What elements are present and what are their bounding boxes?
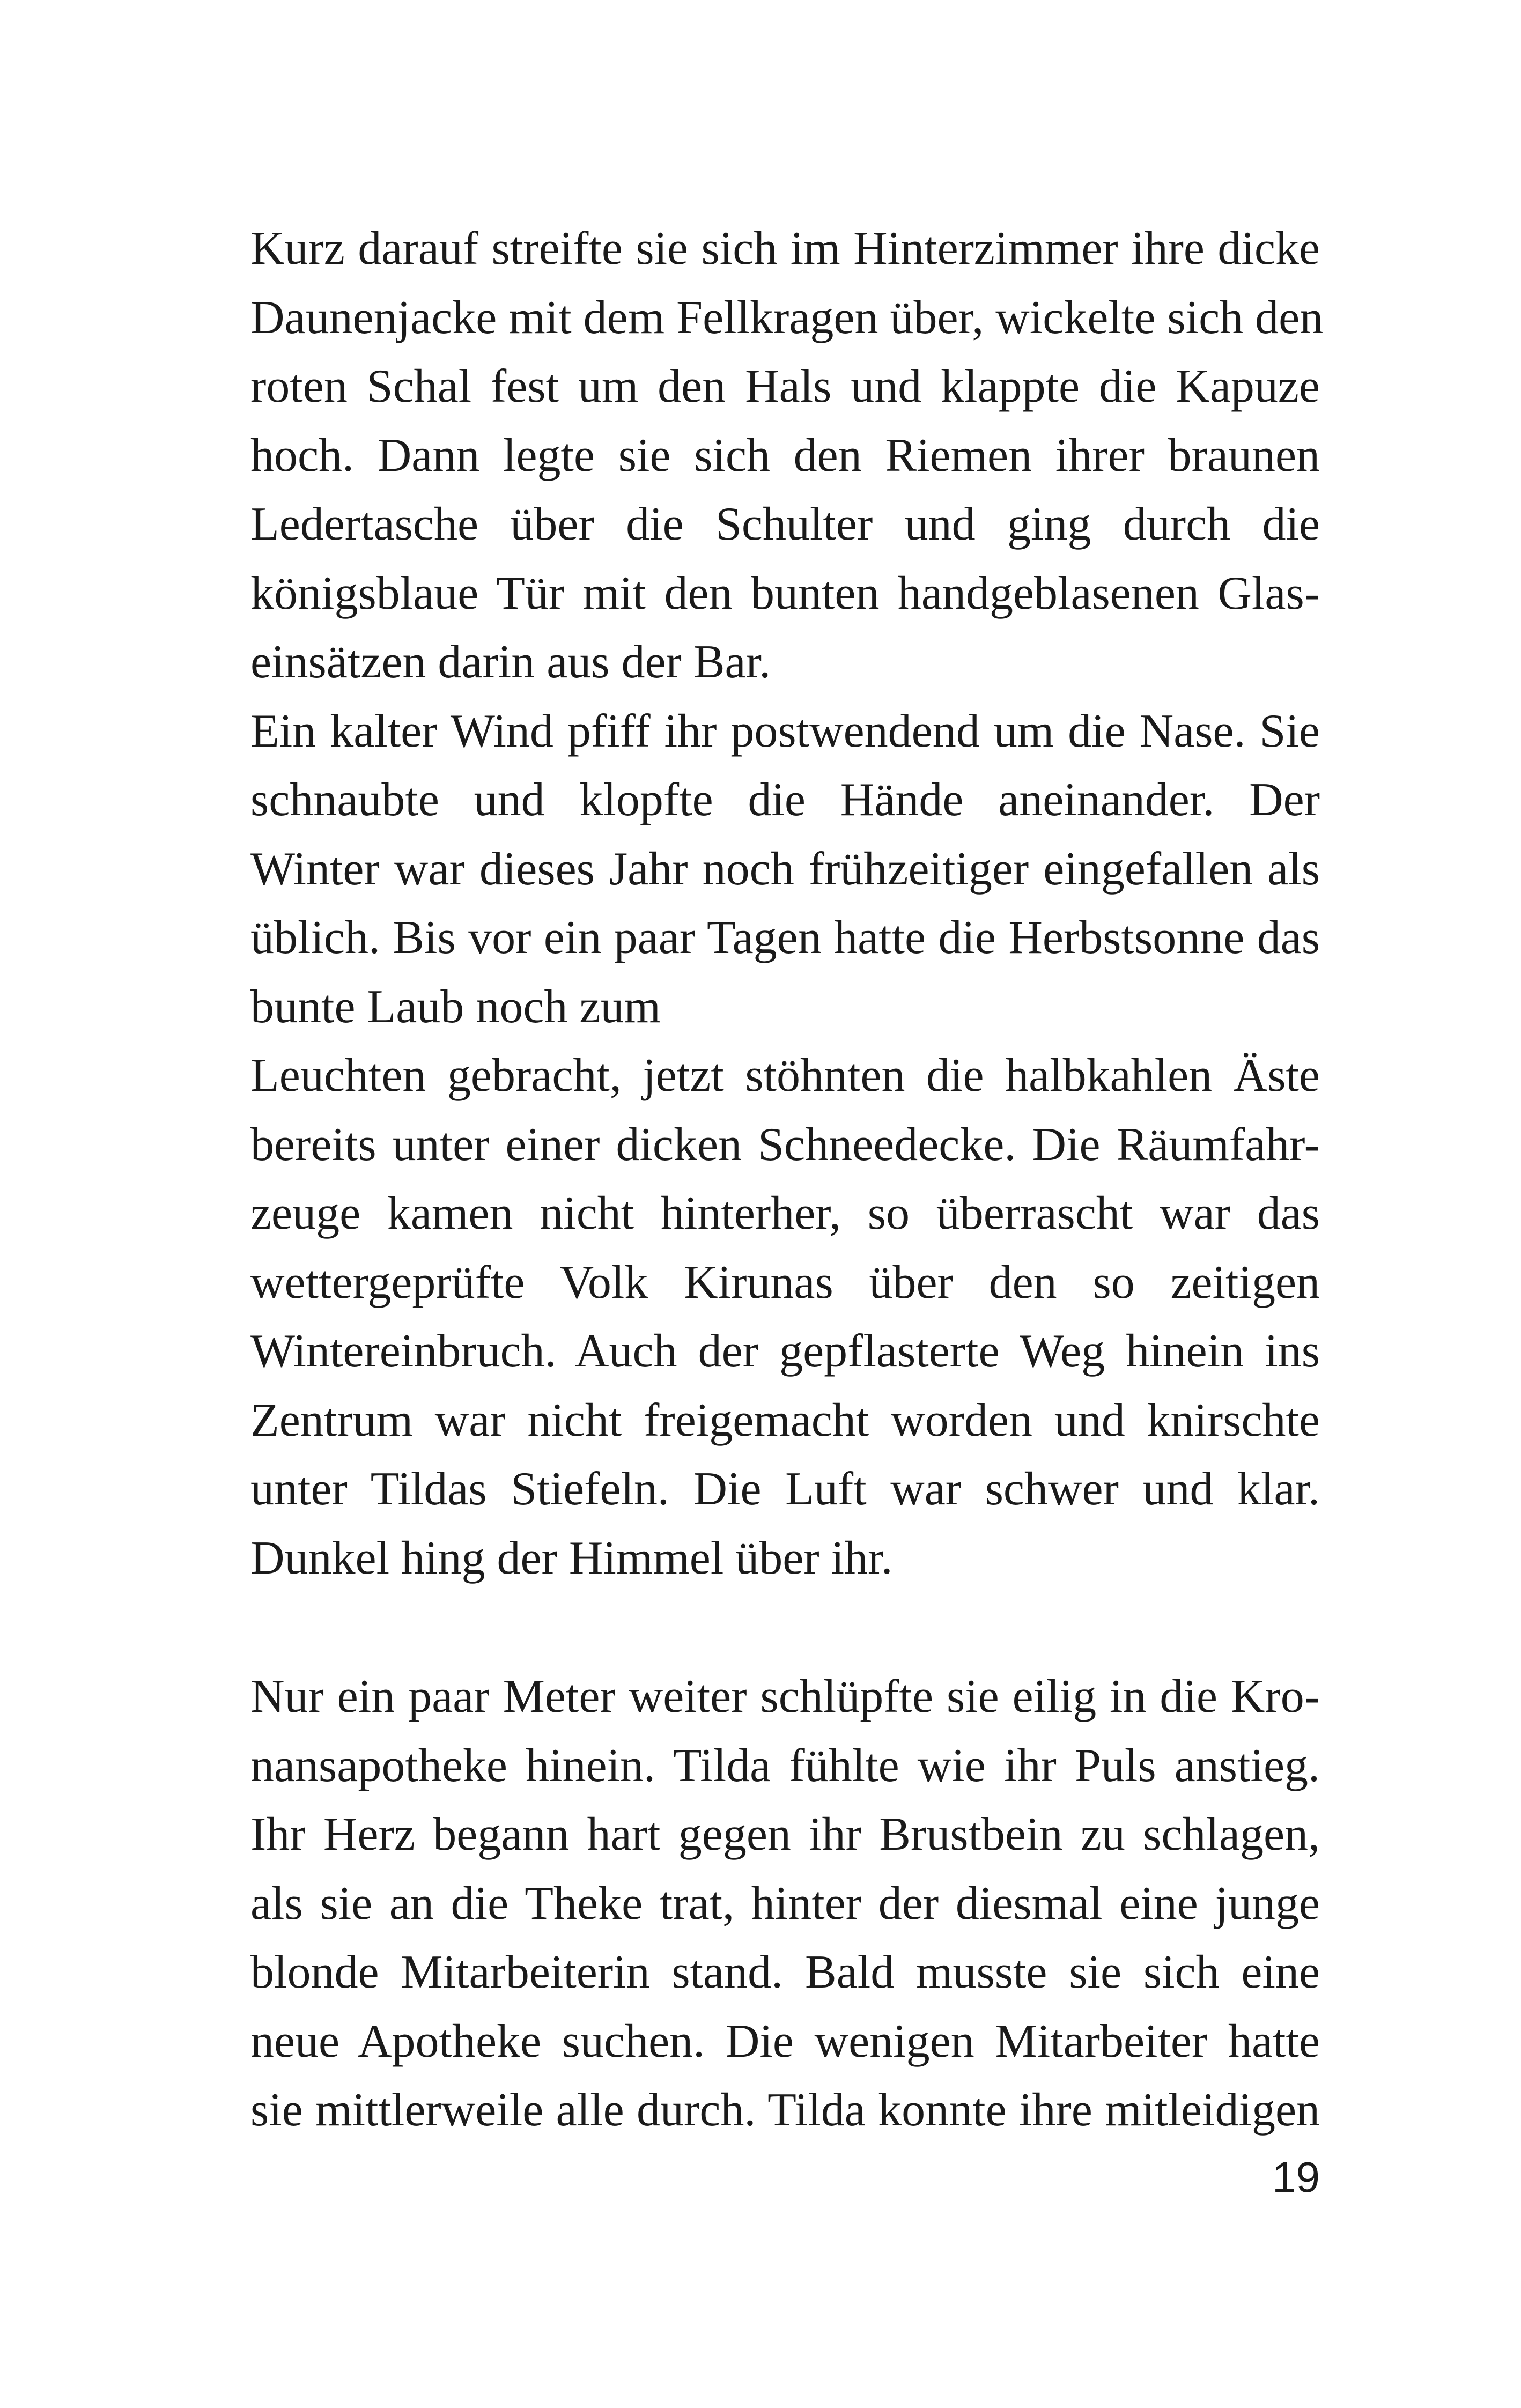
- paragraph-3: [250, 1042, 1320, 1593]
- text-line: sie mittlerweile alle durch. Tilda konnte ihre mitleidigen: [250, 2084, 1320, 2136]
- text-line: hoch. Dann legte sie sich den Riemen ihrer braunen: [250, 429, 1320, 482]
- text-line: Kurz darauf streifte sie sich im Hinterzimmer ihre dicke: [250, 223, 1320, 275]
- text-line: neue Apotheke suchen. Die wenigen Mitarbeiter hatte: [250, 2015, 1320, 2067]
- text-line: Ledertasche über die Schulter und ging durch die: [250, 498, 1320, 550]
- text-line: unter Tildas Stiefeln. Die Luft war schwer und klar.: [250, 1463, 1320, 1515]
- text-line: Zentrum war nicht freigemacht worden und knirschte: [250, 1394, 1320, 1446]
- text-line: Wintereinbruch. Auch der gepflasterte Weg hinein ins: [250, 1325, 1320, 1377]
- text-line: Leuchten gebracht, jetzt stöhnten die halbkahlen Äste: [250, 1050, 1320, 1102]
- text-line: blonde Mitarbeiterin stand. Bald musste sie sich eine: [250, 1946, 1320, 1998]
- text-line: nansapotheke hinein. Tilda fühlte wie ihr Puls anstieg.: [250, 1739, 1320, 1792]
- paragraph-4: [250, 1663, 1320, 2145]
- text-line: Winter war dieses Jahr noch frühzeitiger eingefallen als: [250, 843, 1320, 895]
- text-line: bunte Laub noch zum: [250, 980, 661, 1033]
- text-line: Ihr Herz begann hart gegen ihr Brustbein zu schlagen,: [250, 1808, 1320, 1860]
- text-line: Ein kalter Wind pfiff ihr postwendend um die Nase. Sie: [250, 705, 1320, 757]
- text-line: schnaubte und klopfte die Hände aneinander. Der: [250, 774, 1320, 826]
- text-line: bereits unter einer dicken Schneedecke. Die Räumfahr-: [250, 1118, 1320, 1171]
- paragraph-2: [250, 697, 1320, 1042]
- text-line: Daunenjacke mit dem Fellkragen über, wickelte sich den: [250, 291, 1324, 344]
- text-section-lower: [250, 1663, 1320, 2145]
- text-line: zeuge kamen nicht hinterher, so überrascht war das: [250, 1187, 1320, 1239]
- text-line: königsblaue Tür mit den bunten handgeblasenen Glas-: [250, 567, 1320, 619]
- text-line: roten Schal fest um den Hals und klappte die Kapuze: [250, 360, 1320, 412]
- text-line: üblich. Bis vor ein paar Tagen hatte die Herbstsonne das: [250, 912, 1320, 964]
- text-section-upper: [250, 215, 1324, 1593]
- text-line: einsätzen darin aus der Bar.: [250, 636, 771, 688]
- text-line: wettergeprüfte Volk Kirunas über den so zeitigen: [250, 1256, 1320, 1309]
- text-line: als sie an die Theke trat, hinter der diesmal eine junge: [250, 1877, 1320, 1930]
- text-line: Nur ein paar Meter weiter schlüpfte sie eilig in die Kro-: [250, 1671, 1320, 1723]
- text-line: Dunkel hing der Himmel über ihr.: [250, 1532, 893, 1584]
- paragraph-1: [250, 215, 1324, 697]
- page-number: 19: [1272, 2153, 1320, 2201]
